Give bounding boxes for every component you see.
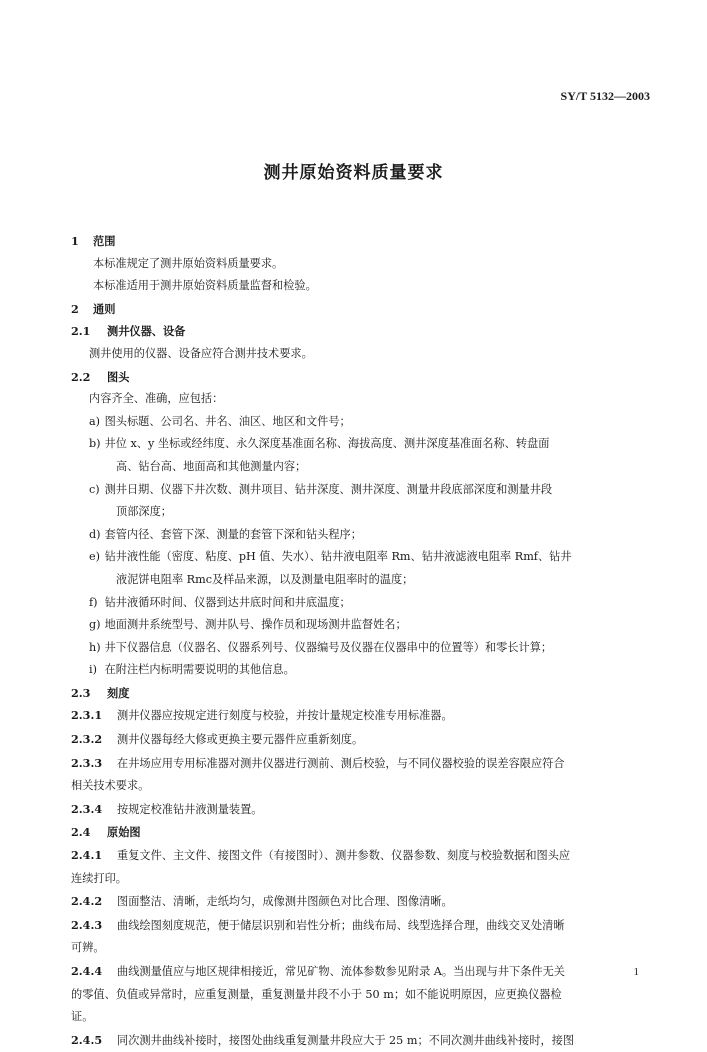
clause: 2.3.3 在井场应用专用标准器对测井仪器进行测前、测后校验，与不同仪器校验的误差容限应符合 [71, 755, 565, 770]
clause: 2.4.5 同次测井曲线补接时，接图处曲线重复测量井段应大于 25 m；不同次测井曲线补接时，接图 [71, 1032, 575, 1047]
list-item: h) 井下仪器信息（仪器名、仪器系列号、仪器编号及仪器在仪器串中的位置等）和零长计算； [89, 640, 553, 654]
clause: 2.3.1 测井仪器应按规定进行刻度与校验，并按计量规定校准专用标准器。 [71, 708, 453, 723]
clause: 2.4.1 重复文件、主文件、接图文件（有接图时）、测井参数、仪器参数、刻度与校验数据和图头应 [71, 848, 571, 863]
paragraph: 本标准适用于测井原始资料质量监督和检验。 [93, 279, 317, 293]
list-item: i) 在附注栏内标明需要说明的其他信息。 [89, 663, 295, 677]
section-2-1-heading: 2.1 测井仪器、设备 [71, 324, 186, 339]
clause: 2.3.2 测井仪器每经大修或更换主要元器件应重新刻度。 [71, 732, 364, 747]
document-title: 测井原始资料质量要求 [263, 163, 444, 183]
clause-continued: 可辨。 [71, 941, 105, 955]
list-item: f) 钻井液循环时间、仪器到达井底时间和井底温度； [89, 595, 351, 609]
list-item: e) 钻井液性能（密度、粘度、pH 值、失水）、钻井液电阻率 Rm、钻井液滤液电阻率 Rmf、钻井 [89, 550, 572, 564]
clause: 2.4.4 曲线测量值应与地区规律相接近，常见矿物、流体参数参见附录 A。当出现与井下条件无关 [71, 964, 565, 978]
section-2-2-heading: 2.2 图头 [71, 369, 130, 384]
list-item-continued: 顶部深度； [116, 505, 172, 519]
section-2-3-heading: 2.3 刻度 [71, 685, 130, 700]
page-number: 1 [633, 966, 639, 978]
paragraph: 内容齐全、准确，应包括： [89, 392, 224, 406]
list-item: c) 测井日期、仪器下井次数、测井项目、钻井深度、测井深度、测量井段底部深度和测量井段 [89, 482, 553, 496]
clause: 2.4.2 图面整洁、清晰，走纸均匀，成像测井图颜色对比合理、图像清晰。 [71, 894, 453, 909]
list-item: a) 图头标题、公司名、井名、油区、地区和文件号； [89, 414, 351, 428]
clause-continued: 证。 [71, 1010, 94, 1024]
paragraph: 本标准规定了测井原始资料质量要求。 [93, 256, 284, 270]
standard-code: SY/T 5132—2003 [560, 89, 650, 103]
clause: 2.4.3 曲线绘图刻度规范，便于储层识别和岩性分析；曲线布局、线型选择合理，曲线交叉处清晰 [71, 917, 565, 932]
section-2-4-heading: 2.4 原始图 [71, 825, 141, 840]
list-item-continued: 高、钻台高、地面高和其他测量内容； [116, 459, 307, 473]
list-item-continued: 液泥饼电阻率 Rmc及样品来源，以及测量电阻率时的温度； [116, 572, 414, 586]
clause-continued: 相关技术要求。 [71, 779, 150, 793]
list-item: b) 井位 x、y 坐标或经纬度、永久深度基准面名称、海拔高度、测井深度基准面名称、转盘面 [89, 437, 550, 451]
paragraph: 测井使用的仪器、设备应符合测井技术要求。 [89, 346, 313, 360]
list-item: g) 地面测井系统型号、测井队号、操作员和现场测井监督姓名； [89, 618, 407, 632]
clause: 2.3.4 按规定校准钻井液测量装置。 [71, 801, 263, 816]
section-1-heading: 1 范围 [71, 234, 116, 248]
clause-continued: 的零值、负值或异常时，应重复测量，重复测量井段不小于 50 m；如不能说明原因，应更换仪器检 [71, 987, 562, 1001]
list-item: d) 套管内径、套管下深、测量的套管下深和钻头程序； [89, 527, 362, 541]
section-2-heading: 2 通则 [71, 301, 116, 316]
clause-continued: 连续打印。 [71, 871, 127, 885]
document-body [71, 230, 661, 1052]
